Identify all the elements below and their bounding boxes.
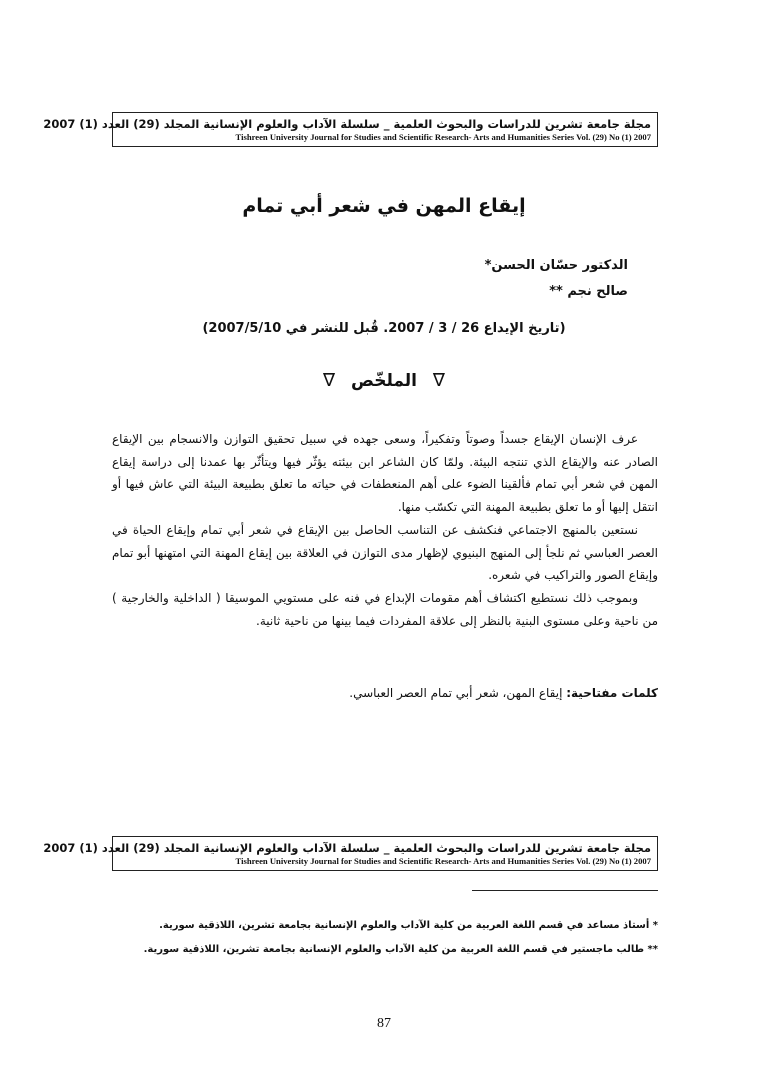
author-2: صالح نجم ** <box>549 284 628 299</box>
journal-header-english: Tishreen University Journal for Studies and Scientific Research- Arts and Humanities Series Vol. (29) No (1) 2007 <box>235 132 651 142</box>
journal-header-bottom <box>43 836 658 871</box>
triangle-icon: ∇ <box>323 370 336 391</box>
abstract-paragraph-3: وبموجب ذلك نستطيع اكتشاف أهم مقومات الإبداع في فنه على مستويي الموسيقا ( الداخلية والخارجية ) من ناحية وعلى مستوى البنية بالنظر إلى علاقة المفردات فيما بينها من ناحية ثانية. <box>112 590 658 628</box>
abstract-paragraph-1: عرف الإنسان الإيقاع جسداً وصوتاً وتفكيراً، وسعى جهده في سبيل تحقيق التوازن والانسجام بين الإيقاع الصادر عنه والإيقاع الذي تنتجه البيئة. ولمّا كان الشاعر ابن بيئته يؤثّر فيها ويتأثّر بها عمدنا إلى دراسة إيقاع المهن في شعر أبي تمام فألقينا الضوء على أهم المنعطفات في حياته ما تعلق بطبيعة البيئة التي عاش فيها أو انتقل إليها أو ما تعلق بطبيعة المهنة التي تكسّب منها. <box>112 432 658 515</box>
keywords <box>110 686 658 700</box>
journal-header-arabic: مجلة جامعة تشرين للدراسات والبحوث العلمية _ سلسلة الآداب والعلوم الإنسانية المجلد (29) العدد (1) 2007 <box>43 841 651 855</box>
abstract-heading-label: الملخّص <box>351 371 417 391</box>
page-number: 87 <box>377 1016 391 1031</box>
keywords-text: إيقاع المهن، شعر أبي تمام العصر العباسي. <box>349 686 563 700</box>
footnote-1: * أستاذ مساعد في قسم اللغة العربية من كلية الآداب والعلوم الإنسانية بجامعة تشرين، اللاذقية سورية. <box>159 920 658 931</box>
journal-header-arabic: مجلة جامعة تشرين للدراسات والبحوث العلمية _ سلسلة الآداب والعلوم الإنسانية المجلد (29) العدد (1) 2007 <box>43 117 651 131</box>
journal-header-top <box>43 112 658 147</box>
author-1: الدكتور حسّان الحسن* <box>484 258 628 273</box>
abstract-body <box>112 428 658 632</box>
journal-header-english: Tishreen University Journal for Studies and Scientific Research- Arts and Humanities Series Vol. (29) No (1) 2007 <box>235 856 651 866</box>
footnote-2: ** طالب ماجستير في قسم اللغة العربية من كلية الآداب والعلوم الإنسانية بجامعة تشرين، اللاذقية سورية. <box>143 944 658 955</box>
triangle-icon: ∇ <box>432 370 445 391</box>
abstract-paragraph-2: نستعين بالمنهج الاجتماعي فنكشف عن التناسب الحاصل بين الإيقاع في شعر أبي تمام وإيقاع الحياة في العصر العباسي ثم نلجأ إلى المنهج البنيوي لإظهار مدى التوازن في العلاقة بين إيقاع المهنة التي امتهنها أبو تمام وإيقاع الصور والتراكيب في شعره. <box>112 522 658 583</box>
footnote-divider <box>472 890 658 891</box>
keywords-label: كلمات مفتاحية: <box>566 686 658 700</box>
submission-dates: (تاريخ الإيداع 26 / 3 / 2007. قُبل للنشر في 2007/5/10) <box>202 321 566 336</box>
abstract-heading <box>100 370 668 391</box>
paper-title: إيقاع المهن في شعر أبي تمام <box>242 195 526 217</box>
